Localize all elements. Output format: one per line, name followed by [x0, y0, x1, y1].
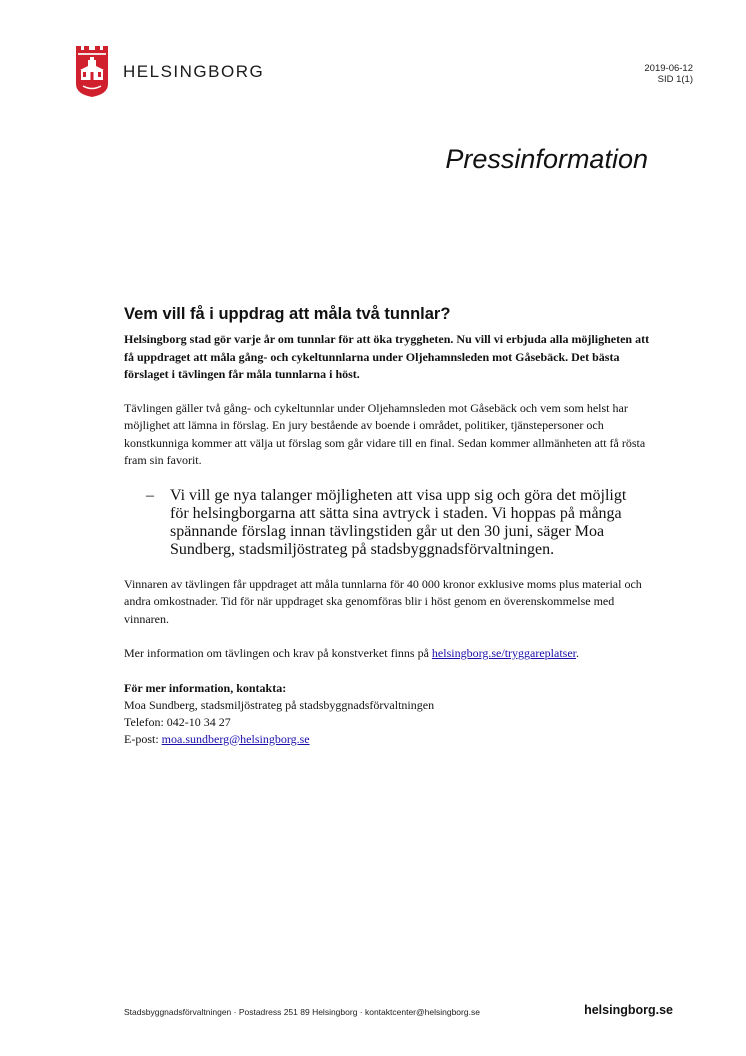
contact-name: Moa Sundberg, stadsmiljöstrateg på stadsbyggnadsförvaltningen [124, 697, 435, 712]
contact-heading: För mer information, kontakta: [124, 680, 287, 695]
contact-email-link[interactable]: moa.sundberg@helsingborg.se [161, 731, 310, 746]
quote-dash: – [146, 486, 154, 504]
crest-icon [74, 44, 110, 98]
article-lead: Helsingborg stad gör varje år om tunnlar för att öka tryggheten. Nu vill vi erbjuda alla möjligheten att få uppdraget att måla gång- och cykeltunnlarna under Oljehamnsleden mot Gåsebäck. Det bästa förslaget i tävlingen får måla tunnlarna i höst. [124, 332, 650, 381]
info-text: Mer information om tävlingen och krav på konstverket finns på [124, 646, 432, 660]
contact-block [124, 680, 654, 748]
footer-address: Stadsbyggnadsförvaltningen · Postadress 251 89 Helsingborg · kontaktcenter@helsingborg.se [124, 1007, 480, 1017]
info-suffix: . [576, 646, 579, 660]
document-date: 2019-06-12 [644, 63, 693, 74]
article-body [124, 305, 654, 748]
contact-email-line [124, 731, 654, 748]
page-number: SID 1(1) [657, 74, 693, 85]
article-quote [124, 487, 654, 559]
helsingborg-crest-logo [74, 44, 110, 98]
document-meta [644, 63, 693, 85]
article-paragraph: Tävlingen gäller två gång- och cykeltunnlar under Oljehamnsleden mot Gåsebäck och vem som helst har möjlighet att lämna in förslag. En jury bestående av boende i området, politiker, tjänstepersoner och konstkunniga kommer att välja ut förslag som går vidare till en final. Sedan kommer allmänheten att få rösta fram sin favorit. [124, 400, 646, 467]
email-label: E-post: [124, 731, 162, 746]
info-paragraph [124, 645, 654, 663]
article-paragraph: Vinnaren av tävlingen får uppdraget att måla tunnlarna för 40 000 kronor exklusive moms plus material och andra omkostnader. Tid för när uppdraget ska genomföras blir i höst genom en överenskommelse med vinnaren. [124, 576, 642, 626]
logo-wordmark: HELSINGBORG [123, 62, 265, 81]
quote-text: Vi vill ge nya talanger möjligheten att visa upp sig och göra det möjligt för helsingborgarna att sätta sina avtryck i staden. Vi hoppas på många spännande förslag innan tävlingstiden går ut den 30 juni, säger Moa Sundberg, stadsmiljöstrateg på stadsbyggnadsförvaltningen. [170, 486, 627, 558]
footer-website: helsingborg.se [584, 1003, 673, 1017]
contact-phone: Telefon: 042-10 34 27 [124, 714, 231, 729]
document-type-title: Pressinformation [445, 144, 648, 174]
tryggareplatser-link[interactable]: helsingborg.se/tryggareplatser [431, 646, 576, 660]
article-headline: Vem vill få i uppdrag att måla två tunnlar? [124, 305, 451, 323]
